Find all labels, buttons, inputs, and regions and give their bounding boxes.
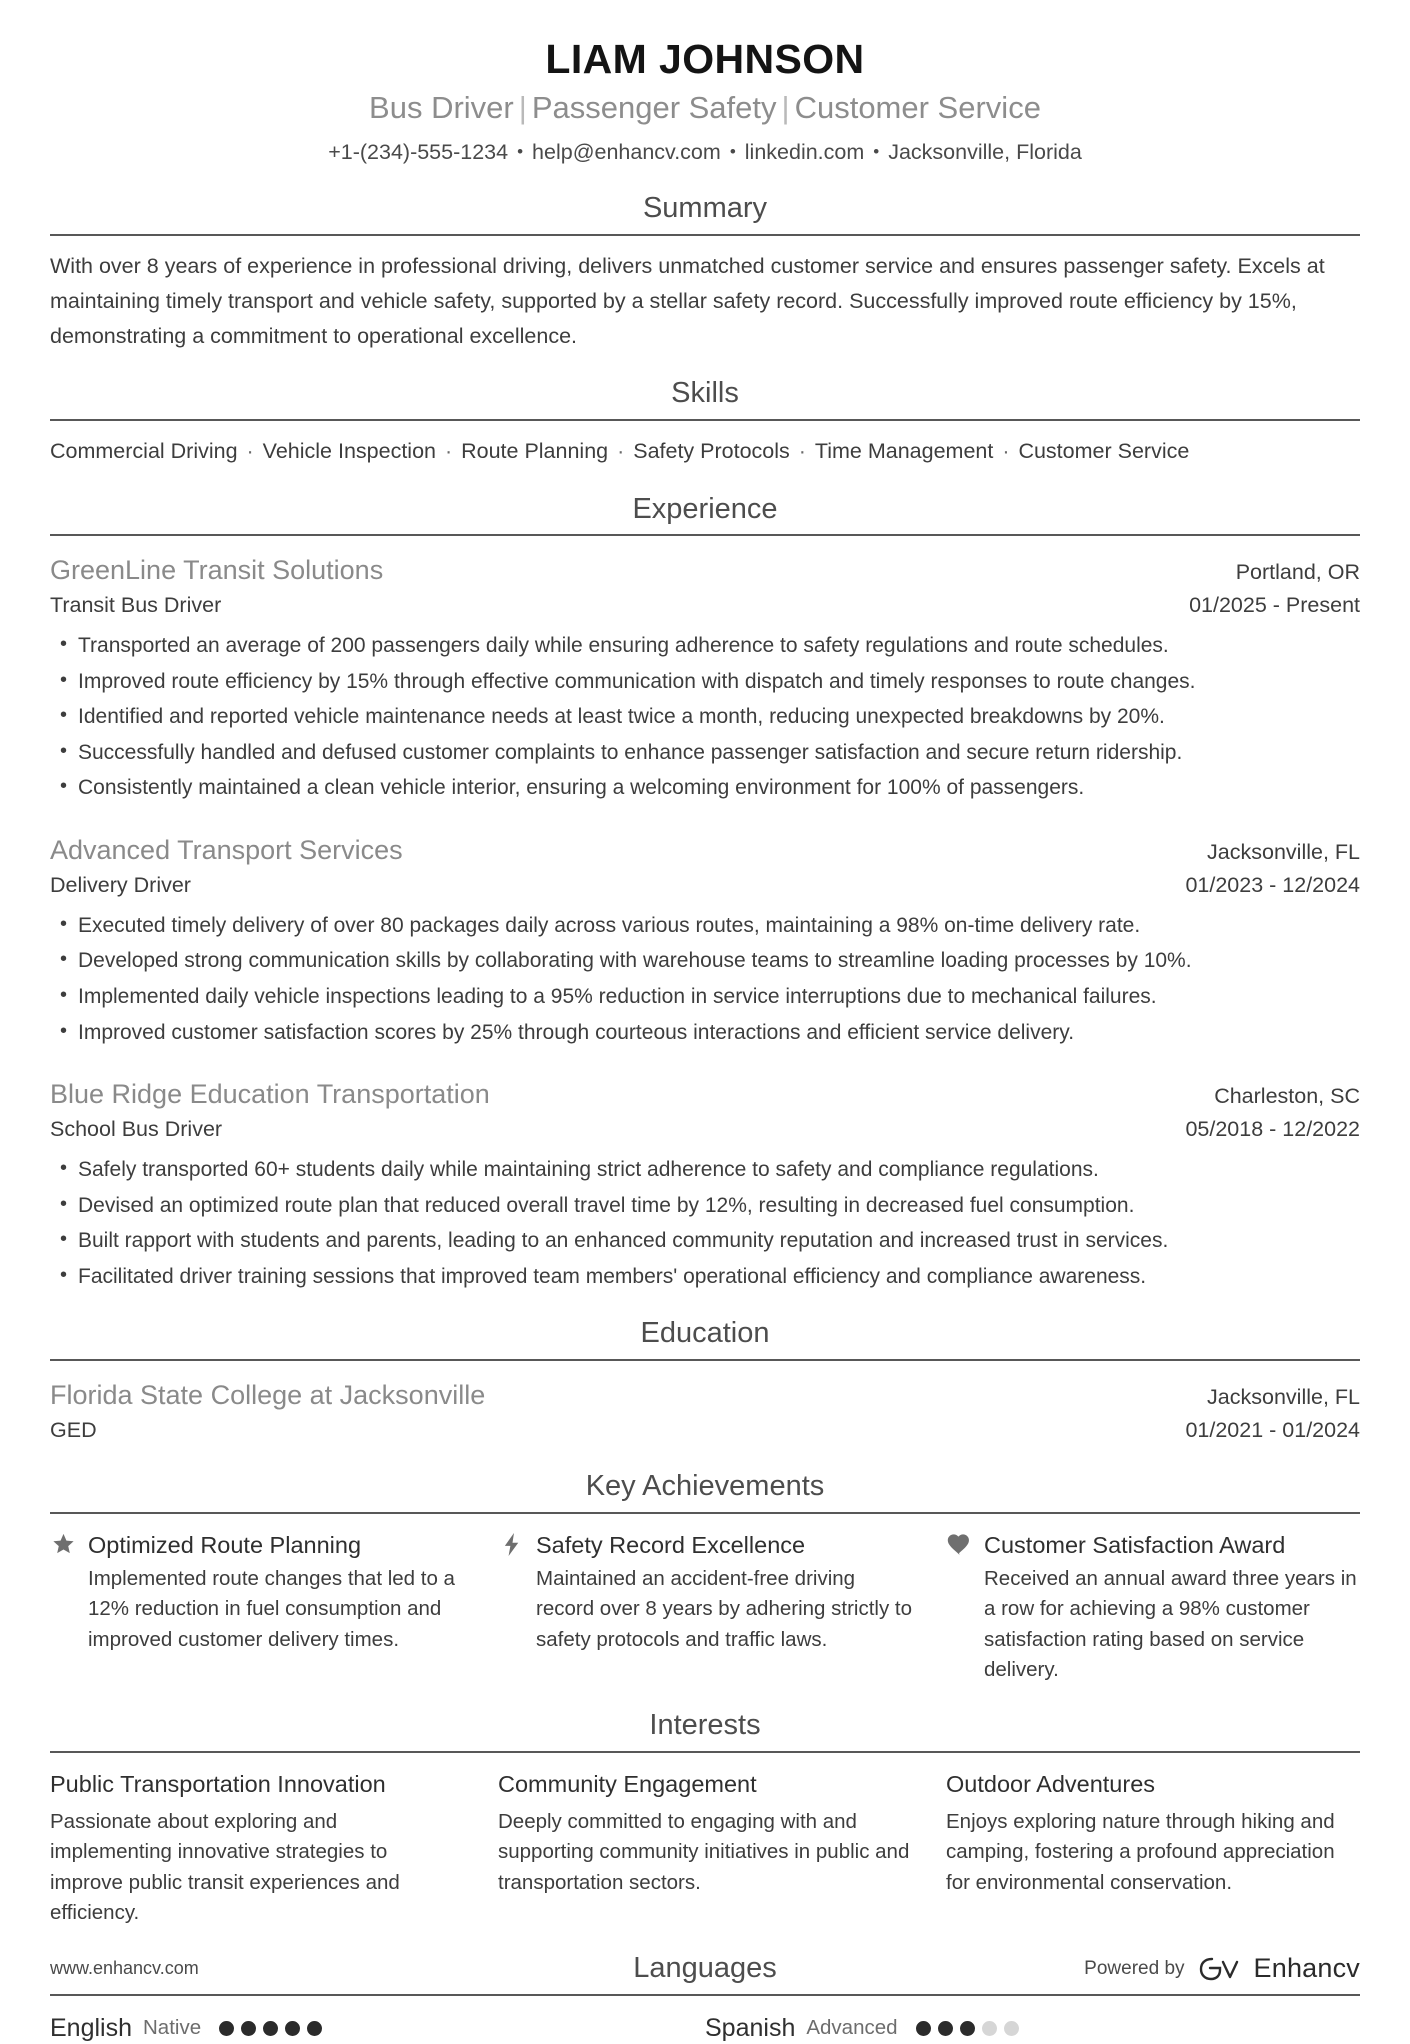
experience-role-row xyxy=(50,589,1360,621)
experience-bullet: • Improved route efficiency by 15% through effective communication with dispatch and timely responses to route changes. xyxy=(50,666,1360,699)
achievement-item xyxy=(946,1530,1360,1686)
experience-dates: 05/2018 - 12/2022 xyxy=(1185,1116,1360,1141)
summary-text: With over 8 years of experience in professional driving, delivers unmatched customer service and ensures passenger safety. Excels at maintaining timely transport and vehicle safety, supported by a stellar safety record. Successfully improved route efficiency by 15%, demonstrating a commitment to operational excellence. xyxy=(50,253,1325,348)
achievement-description: Maintained an accident-free driving record over 8 years by adhering strictly to safety protocols and traffic laws. xyxy=(536,1567,912,1651)
section-education xyxy=(50,1315,1360,1446)
experience-bullet: • Executed timely delivery of over 80 packages daily across various routes, maintaining a 98% on-time delivery rate. xyxy=(50,910,1360,943)
proficiency-dot-filled xyxy=(285,2021,300,2036)
education-degree-row xyxy=(50,1414,1360,1446)
bolt-icon xyxy=(498,1531,525,1558)
candidate-headline xyxy=(50,86,1360,130)
headline-separator-1: | xyxy=(781,90,790,126)
section-title-languages: Languages xyxy=(633,1952,777,1985)
headline-part-1: Passenger Safety xyxy=(531,90,777,126)
experience-org-row xyxy=(50,1076,1360,1113)
contact-email[interactable]: help@enhancv.com xyxy=(532,140,721,165)
experience-location: Portland, OR xyxy=(1235,560,1360,585)
headline-part-2: Customer Service xyxy=(794,90,1041,126)
proficiency-dot-filled xyxy=(938,2021,953,2036)
language-name: English xyxy=(50,2013,132,2042)
enhancv-logo-icon xyxy=(1199,1954,1245,1984)
experience-bullet: • Built rapport with students and parents, leading to an enhanced community reputation and increased trust in services. xyxy=(50,1225,1360,1258)
brand-lockup xyxy=(1199,1953,1360,1984)
education-list xyxy=(50,1361,1360,1446)
experience-entry xyxy=(50,1052,1360,1293)
experience-bullet: • Developed strong communication skills by collaborating with warehouse teams to streamline loading processes by 10%. xyxy=(50,945,1360,978)
experience-dates: 01/2023 - 12/2024 xyxy=(1185,872,1360,897)
footer-powered-by: Powered by xyxy=(1084,1957,1185,1979)
experience-role-row xyxy=(50,1113,1360,1145)
contact-linkedin[interactable]: linkedin.com xyxy=(744,140,865,165)
skill-item: Customer Service xyxy=(1018,439,1190,464)
proficiency-dot-filled xyxy=(219,2021,234,2036)
experience-dates: 01/2025 - Present xyxy=(1189,592,1360,617)
experience-entry xyxy=(50,536,1360,805)
page-footer xyxy=(50,1953,1360,1984)
experience-bullet: • Devised an optimized route plan that reduced overall travel time by 12%, resulting in decreased fuel consumption. xyxy=(50,1190,1360,1223)
languages-list xyxy=(50,1996,1360,2044)
language-item xyxy=(50,2012,705,2044)
section-title-achievements: Key Achievements xyxy=(585,1469,825,1502)
achievement-header xyxy=(498,1530,912,1561)
section-title-skills: Skills xyxy=(671,377,739,410)
achievement-title: Safety Record Excellence xyxy=(536,1531,806,1558)
contact-separator-2: • xyxy=(873,142,880,162)
experience-bullet: • Implemented daily vehicle inspections leading to a 95% reduction in service interruptions due to mechanical failures. xyxy=(50,981,1360,1014)
contact-separator-1: • xyxy=(729,142,736,162)
section-title-experience: Experience xyxy=(632,492,778,525)
contact-separator-0: • xyxy=(517,142,524,162)
interests-grid xyxy=(50,1753,1360,1928)
experience-org-row xyxy=(50,832,1360,869)
skill-separator: · xyxy=(996,439,1016,464)
experience-location: Charleston, SC xyxy=(1214,1084,1360,1109)
interest-description: Passionate about exploring and implementing innovative strategies to improve public transit experiences and efficiency. xyxy=(50,1809,400,1924)
achievement-header xyxy=(946,1530,1360,1561)
achievement-header xyxy=(50,1530,464,1561)
experience-bullet: • Identified and reported vehicle maintenance needs at least twice a month, reducing unexpected breakdowns by 20%. xyxy=(50,701,1360,734)
star-icon xyxy=(50,1531,77,1558)
section-interests xyxy=(50,1707,1360,1928)
proficiency-dot-filled xyxy=(960,2021,975,2036)
achievement-item xyxy=(50,1530,464,1686)
section-achievements xyxy=(50,1468,1360,1686)
skill-separator: · xyxy=(240,439,260,464)
experience-bullet: • Facilitated driver training sessions that improved team members' operational efficiency and compliance awareness. xyxy=(50,1261,1360,1294)
proficiency-dot-filled xyxy=(263,2021,278,2036)
experience-entry xyxy=(50,808,1360,1049)
experience-list xyxy=(50,536,1360,1293)
achievement-item xyxy=(498,1530,912,1686)
experience-bullet-list xyxy=(50,1154,1360,1293)
experience-bullet: • Consistently maintained a clean vehicle interior, ensuring a welcoming environment for 100% of passengers. xyxy=(50,772,1360,805)
interest-item xyxy=(946,1769,1360,1928)
achievement-description: Implemented route changes that led to a 12% reduction in fuel consumption and improved customer delivery times. xyxy=(88,1567,455,1651)
brand-name: Enhancv xyxy=(1253,1953,1360,1984)
headline-part-0: Bus Driver xyxy=(369,90,514,126)
skill-item: Safety Protocols xyxy=(633,439,790,464)
skill-separator: · xyxy=(611,439,631,464)
achievements-grid xyxy=(50,1514,1360,1686)
experience-org-row xyxy=(50,552,1360,589)
language-proficiency-dots xyxy=(219,2021,322,2036)
experience-bullet: • Successfully handled and defused customer complaints to enhance passenger satisfaction and secure return ridership. xyxy=(50,737,1360,770)
experience-role: Transit Bus Driver xyxy=(50,592,222,617)
education-school: Florida State College at Jacksonville xyxy=(50,1379,486,1410)
achievement-title: Optimized Route Planning xyxy=(88,1531,362,1558)
contact-line xyxy=(50,136,1360,168)
experience-bullet: • Safely transported 60+ students daily while maintaining strict adherence to safety and compliance regulations. xyxy=(50,1154,1360,1187)
heart-icon xyxy=(946,1531,973,1558)
skills-list xyxy=(50,421,1360,468)
language-name: Spanish xyxy=(705,2013,796,2042)
proficiency-dot-empty xyxy=(1004,2021,1019,2036)
footer-brand-group xyxy=(1084,1953,1360,1984)
interest-item xyxy=(50,1769,464,1928)
education-degree: GED xyxy=(50,1417,97,1442)
language-level: Advanced xyxy=(806,2016,898,2040)
proficiency-dot-filled xyxy=(916,2021,931,2036)
section-title-interests: Interests xyxy=(649,1709,761,1742)
resume-header xyxy=(50,34,1360,168)
education-school-row xyxy=(50,1377,1360,1414)
headline-separator-0: | xyxy=(518,90,527,126)
skill-item: Route Planning xyxy=(461,439,609,464)
experience-organization: Blue Ridge Education Transportation xyxy=(50,1079,490,1110)
skill-separator: · xyxy=(438,439,459,464)
language-level: Native xyxy=(143,2016,202,2040)
experience-bullet: • Transported an average of 200 passengers daily while ensuring adherence to safety regulations and route schedules. xyxy=(50,630,1360,663)
interest-title: Public Transportation Innovation xyxy=(50,1771,386,1798)
experience-bullet-list xyxy=(50,910,1360,1049)
proficiency-dot-filled xyxy=(307,2021,322,2036)
experience-role-row xyxy=(50,869,1360,901)
skill-item: Time Management xyxy=(814,439,994,464)
interest-title: Community Engagement xyxy=(498,1771,757,1798)
interest-description: Deeply committed to engaging with and supporting community initiatives in public and transportation sectors. xyxy=(498,1809,910,1894)
experience-role: Delivery Driver xyxy=(50,872,191,897)
achievement-title: Customer Satisfaction Award xyxy=(984,1531,1286,1558)
section-experience xyxy=(50,491,1360,1294)
experience-bullet-list xyxy=(50,630,1360,805)
language-proficiency-dots xyxy=(916,2021,1019,2036)
section-title-education: Education xyxy=(640,1317,770,1350)
skill-item: Commercial Driving xyxy=(50,439,238,464)
section-summary xyxy=(50,190,1360,353)
proficiency-dot-filled xyxy=(241,2021,256,2036)
contact-phone: +1-(234)-555-1234 xyxy=(328,140,509,165)
interest-item xyxy=(498,1769,912,1928)
experience-role: School Bus Driver xyxy=(50,1116,223,1141)
skill-item: Vehicle Inspection xyxy=(262,439,436,464)
experience-bullet: • Improved customer satisfaction scores by 25% through courteous interactions and efficient service delivery. xyxy=(50,1017,1360,1050)
education-dates: 01/2021 - 01/2024 xyxy=(1185,1417,1360,1442)
language-item xyxy=(705,2012,1360,2044)
contact-location: Jacksonville, Florida xyxy=(888,140,1082,165)
skill-separator: · xyxy=(792,439,812,464)
achievement-description: Received an annual award three years in a row for achieving a 98% customer satisfaction rating based on service delivery. xyxy=(984,1567,1357,1682)
proficiency-dot-empty xyxy=(982,2021,997,2036)
section-skills xyxy=(50,375,1360,468)
candidate-name: LIAM JOHNSON xyxy=(545,36,865,82)
interest-title: Outdoor Adventures xyxy=(946,1771,1156,1798)
education-entry xyxy=(50,1361,1360,1446)
experience-organization: Advanced Transport Services xyxy=(50,834,403,865)
education-location: Jacksonville, FL xyxy=(1207,1384,1360,1409)
interest-description: Enjoys exploring nature through hiking and camping, fostering a profound appreciation for environmental conservation. xyxy=(946,1809,1335,1894)
section-title-summary: Summary xyxy=(642,192,768,225)
experience-location: Jacksonville, FL xyxy=(1207,839,1360,864)
footer-url[interactable]: www.enhancv.com xyxy=(50,1958,199,1979)
experience-organization: GreenLine Transit Solutions xyxy=(50,555,384,586)
